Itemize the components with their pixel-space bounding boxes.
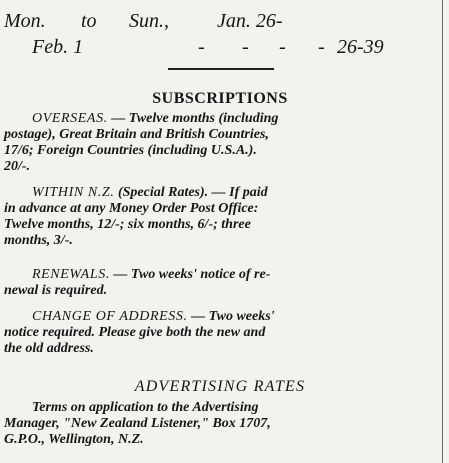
- date-jan: Jan. 26-: [217, 10, 283, 32]
- paragraph-line: newal is required.: [4, 283, 108, 298]
- leader-dash: -: [279, 36, 286, 58]
- date-mon: Mon.: [4, 10, 46, 32]
- paragraph-line: in advance at any Money Order Post Office:: [4, 201, 259, 216]
- renewals-lead: RENEWALS.: [32, 267, 110, 282]
- within-nz-lead: WITHIN N.Z.: [32, 185, 115, 200]
- column-rule: [442, 0, 443, 463]
- paragraph-line: the old address.: [4, 341, 94, 356]
- paragraph-line: — Twelve months (including: [107, 111, 279, 126]
- overseas-lead: OVERSEAS.: [32, 111, 108, 126]
- section-divider: [168, 68, 274, 70]
- paragraph-line: postage), Great Britain and British Countries,: [4, 127, 269, 142]
- paragraph-line: (Special Rates). — If paid: [114, 185, 268, 200]
- paragraph-line: notice required. Please give both the new and: [4, 325, 266, 340]
- leader-dash: -: [198, 36, 205, 58]
- paragraph-line: Manager, "New Zealand Listener," Box 1707,: [4, 416, 271, 431]
- paragraph-line: 20/-.: [4, 159, 31, 174]
- page-range: 26-39: [337, 36, 384, 58]
- paragraph-line: Twelve months, 12/-; six months, 6/-; three: [4, 217, 251, 232]
- change-of-address-lead: CHANGE OF ADDRESS.: [32, 309, 188, 324]
- paragraph-line: G.P.O., Wellington, N.Z.: [4, 432, 144, 447]
- date-feb: Feb. 1: [32, 36, 84, 58]
- paragraph-line: Terms on application to the Advertising: [32, 400, 259, 415]
- paragraph-line: months, 3/-.: [4, 233, 73, 248]
- paragraph-line: — Two weeks': [187, 309, 275, 324]
- leader-dash: -: [318, 36, 325, 58]
- renewals-paragraph: [4, 267, 434, 299]
- within-nz-paragraph: [4, 185, 434, 249]
- leader-dash: -: [242, 36, 249, 58]
- subscriptions-heading: SUBSCRIPTIONS: [152, 90, 288, 107]
- advertising-heading: ADVERTISING RATES: [134, 378, 306, 395]
- date-sun: Sun.,: [129, 10, 169, 32]
- paragraph-line: — Two weeks' notice of re-: [109, 267, 271, 282]
- change-of-address-paragraph: [4, 309, 434, 357]
- overseas-paragraph: [4, 111, 434, 175]
- paragraph-line: 17/6; Foreign Countries (including U.S.A.).: [4, 143, 257, 158]
- date-to: to: [81, 10, 97, 32]
- advertising-paragraph: [4, 400, 434, 448]
